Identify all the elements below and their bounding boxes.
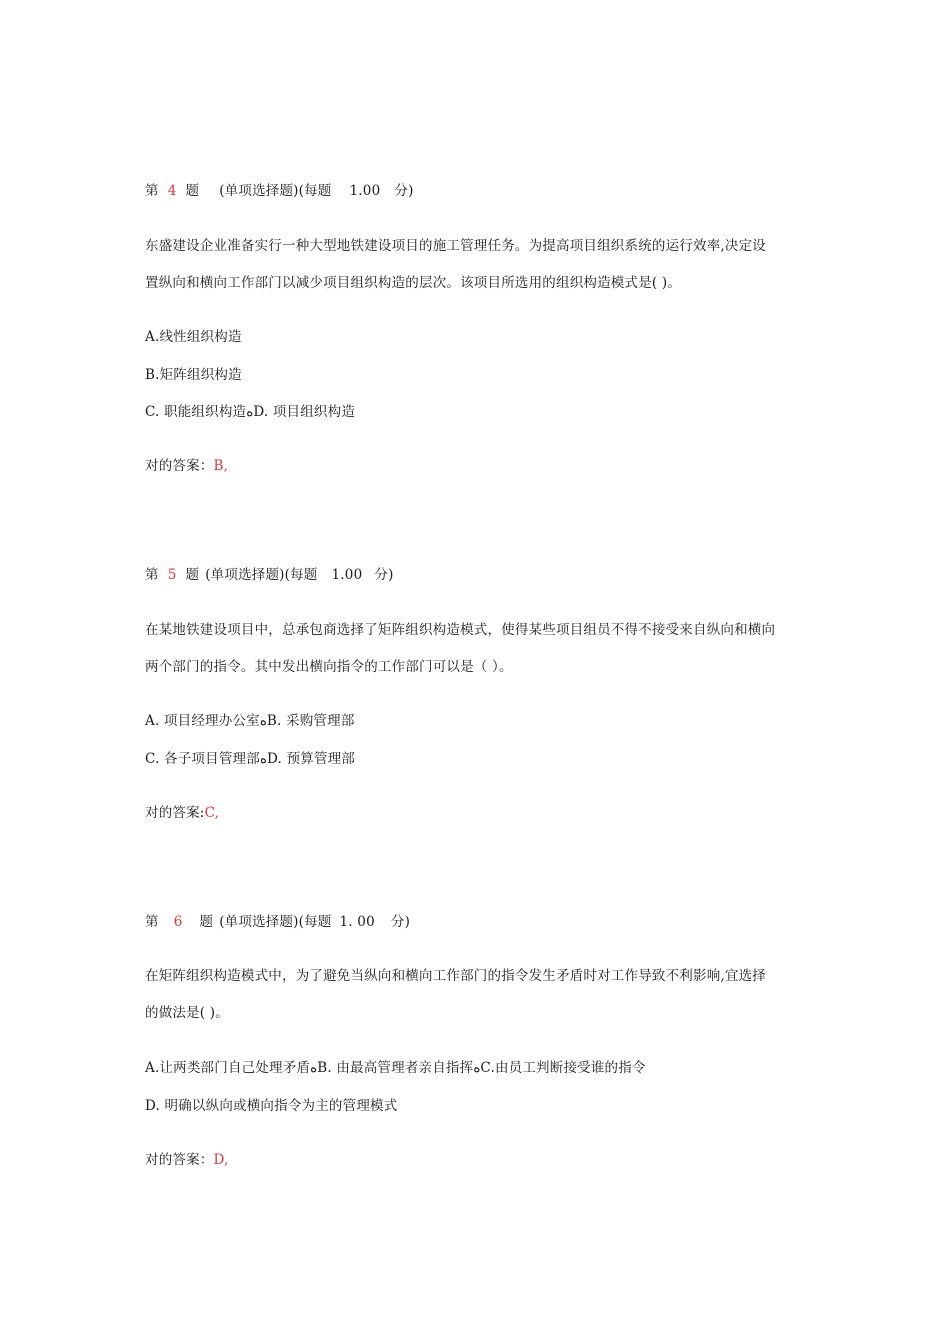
question-4-header: [145, 182, 414, 200]
question-6-stem-line-2: 的做法是( )。: [145, 1005, 229, 1021]
question-4-stem-line-2: 置纵向和横向工作部门以减少项目组织构造的层次。该项目所选用的组织构造模式是( )。: [145, 275, 682, 291]
question-5-stem-line-1: 在某地铁建设项目中，总承包商选择了矩阵组织构造模式，使得某些项目组员不得不接受来自纵向和横向: [145, 622, 776, 638]
answer-label: 对的答案：: [145, 1152, 214, 1168]
question-4-answer: [145, 457, 228, 475]
answer-value: C,: [204, 805, 220, 821]
question-5-option-line-1: A. 项目经理办公室ﻩB. 采购管理部: [145, 713, 355, 729]
question-4-option-line-2: B.矩阵组织构造: [145, 367, 242, 383]
question-5-answer: [145, 804, 219, 822]
answer-label: 对的答案：: [145, 458, 214, 474]
question-type: (单项选择题)(每题: [219, 183, 332, 199]
question-suffix: 题: [199, 914, 214, 930]
question-score-unit: 分): [374, 567, 394, 583]
question-4-option-line-1: A.线性组织构造: [145, 329, 242, 345]
question-6-stem-line-1: 在矩阵组织构造模式中，为了避免当纵向和横向工作部门的指令发生矛盾时对工作导致不利影响,宜选择: [145, 968, 766, 984]
answer-value: D,: [213, 1152, 229, 1168]
question-prefix: 第: [145, 183, 159, 199]
question-prefix: 第: [145, 567, 159, 583]
question-5-header: [145, 566, 394, 584]
question-number: 4: [167, 183, 177, 199]
question-prefix: 第: [145, 914, 159, 930]
question-6-option-line-1: A.让两类部门自己处理矛盾ﻩB. 由最高管理者亲自指挥ﻩC.由员工判断接受谁的指令: [145, 1060, 646, 1076]
question-score: 1.00: [331, 567, 363, 583]
question-5-stem-line-2: 两个部门的指令。其中发出横向指令的工作部门可以是（ ）。: [145, 659, 513, 675]
answer-label: 对的答案:: [145, 805, 205, 821]
question-score-unit: 分): [390, 914, 411, 930]
question-type: (单项选择题)(每题: [205, 567, 318, 583]
question-5-option-line-2: C. 各子项目管理部ﻩD. 预算管理部: [145, 751, 356, 767]
question-6-header: [145, 913, 410, 931]
question-number: 5: [167, 567, 177, 583]
question-6-option-line-2: D. 明确以纵向或横向指令为主的管理模式: [145, 1098, 398, 1114]
question-suffix: 题: [185, 183, 200, 199]
question-4-stem-line-1: 东盛建设企业准备实行一种大型地铁建设项目的施工管理任务。为提高项目组织系统的运行效率,决定设: [145, 238, 766, 254]
question-6-answer: [145, 1151, 229, 1169]
question-number: 6: [173, 914, 183, 930]
question-score-unit: 分): [394, 183, 414, 199]
question-score: 1.00: [349, 183, 381, 199]
question-type: (单项选择题)(每题: [219, 914, 332, 930]
answer-value: B,: [213, 458, 229, 474]
question-suffix: 题: [185, 567, 200, 583]
question-4-option-line-3: C. 职能组织构造ﻩD. 项目组织构造: [145, 404, 356, 420]
question-score: 1. 00: [339, 914, 375, 930]
